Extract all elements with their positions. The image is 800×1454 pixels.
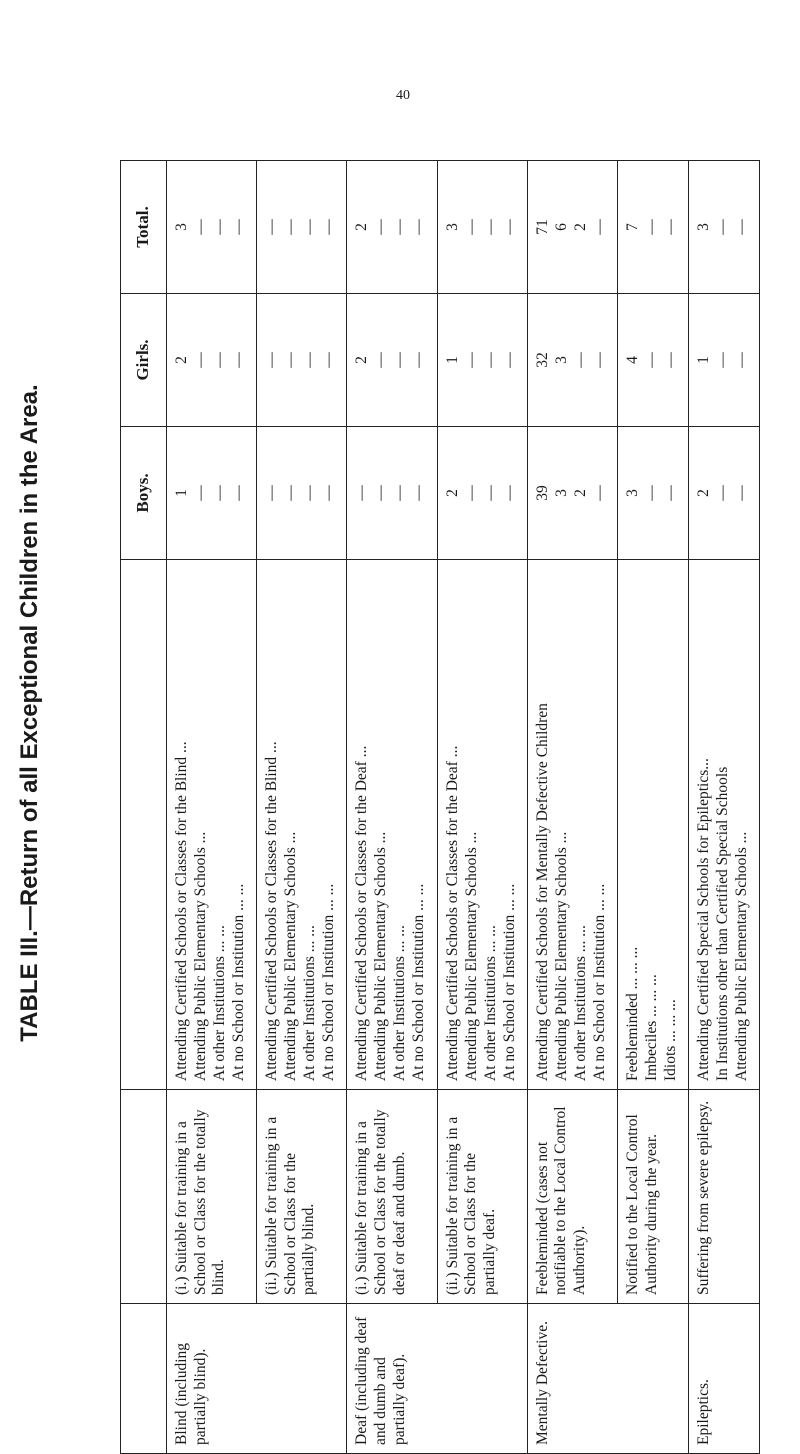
girls-value: — bbox=[481, 352, 499, 368]
girls-value: — bbox=[263, 352, 281, 368]
total-cell bbox=[437, 161, 527, 294]
table-row bbox=[688, 161, 759, 1454]
boys-value: — bbox=[263, 485, 281, 501]
rotated-table-container bbox=[120, 160, 760, 1454]
total-value: — bbox=[410, 219, 428, 235]
girls-value: — bbox=[462, 352, 480, 368]
total-value: 6 bbox=[552, 223, 570, 231]
boys-cell bbox=[618, 427, 689, 560]
boys-value: — bbox=[732, 485, 750, 501]
boys-cell bbox=[347, 427, 437, 560]
boys-value: — bbox=[410, 485, 428, 501]
row-text: Attending Public Elementary Schools ... bbox=[282, 831, 300, 1081]
girls-value: — bbox=[571, 352, 589, 368]
total-value: — bbox=[732, 219, 750, 235]
girls-value: — bbox=[192, 352, 209, 368]
total-cell bbox=[257, 161, 347, 294]
table-row bbox=[257, 161, 347, 1454]
row-text: At other Institutions ... ... bbox=[211, 925, 228, 1081]
row-text: At other Institutions ... ... bbox=[571, 925, 589, 1081]
girls-value: — bbox=[410, 352, 428, 368]
boys-value: — bbox=[353, 485, 371, 501]
girls-cell bbox=[437, 294, 527, 427]
table-row bbox=[347, 161, 437, 1454]
girls-value: — bbox=[230, 352, 247, 368]
total-value: — bbox=[500, 219, 518, 235]
total-value: — bbox=[320, 219, 338, 235]
row-text: Attending Certified Schools or Classes for the Blind ... bbox=[263, 741, 281, 1081]
total-value: 3 bbox=[173, 223, 190, 231]
header-boys: Boys. bbox=[121, 427, 167, 560]
row-text: At other Institutions ... ... bbox=[481, 925, 499, 1081]
total-value: — bbox=[662, 219, 680, 235]
attendance-cell bbox=[527, 560, 617, 1090]
boys-value: — bbox=[192, 485, 209, 501]
table-row bbox=[437, 161, 527, 1454]
boys-value: — bbox=[590, 485, 608, 501]
boys-value: — bbox=[320, 485, 338, 501]
total-value: 3 bbox=[443, 223, 461, 231]
boys-cell bbox=[437, 427, 527, 560]
row-text: At no School or Institution ... ... bbox=[590, 883, 608, 1081]
row-text: Feebleminded ... ... ... bbox=[624, 946, 642, 1081]
total-value: — bbox=[391, 219, 409, 235]
boys-value: — bbox=[391, 485, 409, 501]
table-row bbox=[618, 161, 689, 1454]
row-text: Attending Certified Schools or Classes for the Deaf ... bbox=[443, 745, 461, 1081]
girls-value: — bbox=[590, 352, 608, 368]
row-text: Attending Public Elementary Schools ... bbox=[552, 831, 570, 1081]
girls-value: — bbox=[500, 352, 518, 368]
total-value: — bbox=[481, 219, 499, 235]
boys-value: 39 bbox=[533, 485, 551, 501]
total-cell bbox=[527, 161, 617, 294]
table-row bbox=[167, 161, 257, 1454]
boys-value: — bbox=[481, 485, 499, 501]
boys-value: 3 bbox=[624, 489, 642, 497]
total-value: — bbox=[211, 219, 228, 235]
category-epileptics: Epileptics. bbox=[688, 1304, 759, 1454]
girls-cell bbox=[257, 294, 347, 427]
subgroup-label: Suffering from severe epilepsy. bbox=[688, 1090, 759, 1304]
girls-cell bbox=[688, 294, 759, 427]
girls-value: — bbox=[391, 352, 409, 368]
row-text: At other Institutions ... ... bbox=[391, 925, 409, 1081]
boys-value: — bbox=[713, 485, 731, 501]
boys-value: — bbox=[662, 485, 680, 501]
total-value: — bbox=[643, 219, 661, 235]
header-row bbox=[121, 161, 167, 1454]
girls-value: — bbox=[643, 352, 661, 368]
total-cell bbox=[167, 161, 257, 294]
row-text: Idiots ... ... ... bbox=[662, 999, 680, 1081]
header-category bbox=[121, 1304, 167, 1454]
attendance-cell bbox=[167, 560, 257, 1090]
attendance-cell bbox=[688, 560, 759, 1090]
girls-value: 3 bbox=[552, 356, 570, 364]
girls-value: — bbox=[713, 352, 731, 368]
girls-value: 1 bbox=[443, 356, 461, 364]
girls-value: 1 bbox=[694, 356, 712, 364]
total-value: 71 bbox=[533, 219, 551, 235]
girls-value: 4 bbox=[624, 356, 642, 364]
boys-cell bbox=[688, 427, 759, 560]
exceptional-children-table bbox=[120, 160, 760, 1454]
row-text: Attending Public Elementary Schools ... bbox=[462, 831, 480, 1081]
total-value: 2 bbox=[353, 223, 371, 231]
total-value: 7 bbox=[624, 223, 642, 231]
total-value: — bbox=[230, 219, 247, 235]
row-text: At no School or Institution ... ... bbox=[500, 883, 518, 1081]
boys-value: — bbox=[462, 485, 480, 501]
subgroup-label: (i.) Suitable for training in a School or Class for the totally blind. bbox=[167, 1090, 257, 1304]
table-heading: TABLE III.—Return of all Exceptional Children in the Area. bbox=[16, 384, 43, 1042]
girls-value: — bbox=[282, 352, 300, 368]
girls-value: 2 bbox=[353, 356, 371, 364]
total-value: 2 bbox=[571, 223, 589, 231]
row-text: In Institutions other than Certified Special Schools bbox=[713, 766, 731, 1081]
boys-value: — bbox=[230, 485, 247, 501]
total-cell bbox=[688, 161, 759, 294]
total-value: — bbox=[372, 219, 390, 235]
row-text: Attending Certified Schools or Classes for the Blind ... bbox=[173, 741, 190, 1081]
row-text: Attending Certified Special Schools for Epileptics... bbox=[694, 758, 712, 1081]
total-cell bbox=[347, 161, 437, 294]
header-subgroup bbox=[121, 1090, 167, 1304]
boys-value: 1 bbox=[173, 489, 190, 497]
boys-value: 2 bbox=[571, 489, 589, 497]
subgroup-label: Feebleminded (cases not notifiable to the Local Control Authority). bbox=[527, 1090, 617, 1304]
category-blind: Blind (including partially blind). bbox=[167, 1304, 347, 1454]
total-value: — bbox=[713, 219, 731, 235]
row-text: Attending Certified Schools or Classes for the Deaf ... bbox=[353, 745, 371, 1081]
girls-value: — bbox=[301, 352, 319, 368]
row-text: At other Institutions ... ... bbox=[301, 925, 319, 1081]
header-total: Total. bbox=[121, 161, 167, 294]
category-mentally-defective: Mentally Defective. bbox=[527, 1304, 688, 1454]
girls-cell bbox=[618, 294, 689, 427]
boys-value: — bbox=[301, 485, 319, 501]
attendance-cell bbox=[437, 560, 527, 1090]
row-text: Imbeciles ... ... ... bbox=[643, 974, 661, 1081]
row-text: At no School or Institution ... ... bbox=[230, 883, 247, 1081]
subgroup-label: (ii.) Suitable for training in a School or Class for the partially blind. bbox=[257, 1090, 347, 1304]
girls-value: — bbox=[320, 352, 338, 368]
row-text: At no School or Institution ... ... bbox=[320, 883, 338, 1081]
boys-cell bbox=[257, 427, 347, 560]
girls-value: 2 bbox=[173, 356, 190, 364]
total-value: 3 bbox=[694, 223, 712, 231]
total-cell bbox=[618, 161, 689, 294]
total-value: — bbox=[462, 219, 480, 235]
row-text: Attending Public Elementary Schools ... bbox=[372, 831, 390, 1081]
attendance-cell bbox=[257, 560, 347, 1090]
girls-value: — bbox=[732, 352, 750, 368]
boys-value: 2 bbox=[694, 489, 712, 497]
boys-value: — bbox=[282, 485, 300, 501]
boys-value: 2 bbox=[443, 489, 461, 497]
attendance-cell bbox=[347, 560, 437, 1090]
boys-cell bbox=[167, 427, 257, 560]
boys-value: — bbox=[500, 485, 518, 501]
boys-value: — bbox=[372, 485, 390, 501]
girls-value: — bbox=[211, 352, 228, 368]
subgroup-label: (i.) Suitable for training in a School or Class for the totally deaf or deaf and dumb. bbox=[347, 1090, 437, 1304]
total-value: — bbox=[301, 219, 319, 235]
row-text: Attending Certified Schools for Mentally Defective Children bbox=[533, 703, 551, 1081]
table-row bbox=[527, 161, 617, 1454]
page-number: 40 bbox=[396, 88, 410, 103]
row-text: Attending Public Elementary Schools ... bbox=[192, 831, 209, 1081]
girls-value: — bbox=[662, 352, 680, 368]
boys-value: 3 bbox=[552, 489, 570, 497]
girls-cell bbox=[347, 294, 437, 427]
total-value: — bbox=[263, 219, 281, 235]
total-value: — bbox=[282, 219, 300, 235]
boys-cell bbox=[527, 427, 617, 560]
category-deaf: Deaf (including deaf and dumb and partially deaf). bbox=[347, 1304, 527, 1454]
row-text: At no School or Institution ... ... bbox=[410, 883, 428, 1081]
total-value: — bbox=[192, 219, 209, 235]
girls-value: — bbox=[372, 352, 390, 368]
subgroup-label: (ii.) Suitable for training in a School or Class for the partially deaf. bbox=[437, 1090, 527, 1304]
girls-value: 32 bbox=[533, 352, 551, 368]
attendance-cell bbox=[618, 560, 689, 1090]
girls-cell bbox=[167, 294, 257, 427]
total-value: — bbox=[590, 219, 608, 235]
subgroup-label: Notified to the Local Control Authority during the year. bbox=[618, 1090, 689, 1304]
row-text: Attending Public Elementary Schools ... bbox=[732, 831, 750, 1081]
boys-value: — bbox=[211, 485, 228, 501]
boys-value: — bbox=[643, 485, 661, 501]
header-girls: Girls. bbox=[121, 294, 167, 427]
header-attendance bbox=[121, 560, 167, 1090]
girls-cell bbox=[527, 294, 617, 427]
